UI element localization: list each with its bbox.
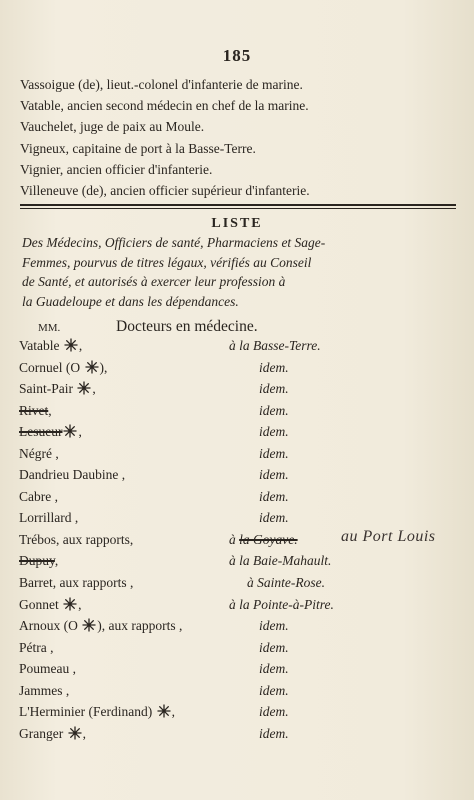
- location-text: idem.: [259, 510, 289, 526]
- doctor-name: [19, 597, 82, 615]
- doctor-name: [19, 381, 96, 399]
- doctor-name-text: Granger: [19, 725, 67, 741]
- doctor-name-text: Arnoux (O: [19, 618, 82, 634]
- doctor-name-text: Poumeau ,: [19, 661, 76, 677]
- location-text: idem.: [259, 661, 289, 677]
- doctor-name-text: Vatable: [19, 338, 63, 353]
- doctor-row: [19, 638, 459, 660]
- entry-line: Vigneux, capitaine de port à la Basse-Terre.: [20, 140, 256, 156]
- doctor-name-text: Cornuel (O: [19, 359, 84, 375]
- location-text: idem.: [259, 424, 289, 440]
- legion-honneur-star-icon: [85, 360, 99, 378]
- doctor-name-text: Cabre ,: [19, 488, 58, 504]
- mm-label: MM.: [38, 322, 61, 334]
- doctor-name: [19, 403, 52, 419]
- legion-honneur-star-icon: [157, 704, 171, 722]
- doctor-name-suffix: ,: [171, 704, 176, 720]
- doctor-list: [19, 336, 459, 745]
- doctor-location: [259, 661, 289, 677]
- doctor-location: [229, 338, 321, 354]
- doctor-location: [259, 704, 289, 720]
- doctor-row: [19, 487, 459, 509]
- doctor-name-suffix: ,: [48, 402, 52, 418]
- doctor-location: [229, 553, 331, 569]
- section-divider-thick: [20, 204, 456, 206]
- doctor-name-text: Saint-Pair: [19, 381, 77, 397]
- doctor-row: [19, 465, 459, 487]
- doctor-row: [19, 444, 459, 466]
- doctor-location: [259, 510, 289, 526]
- doctor-name-suffix: ,: [78, 338, 83, 353]
- doctor-name-text: Dupuy: [19, 553, 55, 569]
- doctor-row: [19, 508, 459, 530]
- location-struck-text: la Goyave.: [239, 531, 298, 547]
- legion-honneur-star-icon: [68, 726, 82, 744]
- legion-honneur-star-icon: [82, 618, 96, 636]
- intro-line: de Santé, et autorisés à exercer leur profession à: [22, 274, 286, 289]
- doctor-name: [19, 446, 59, 462]
- location-text: à Sainte-Rose.: [247, 575, 325, 591]
- doctor-location: [259, 360, 289, 376]
- doctor-name-suffix: ),: [99, 359, 108, 375]
- entry-line: Vatable, ancien second médecin en chef de la marine.: [20, 98, 309, 114]
- doctor-location: [259, 489, 289, 505]
- member-entries: [20, 74, 460, 201]
- entry-line: Villeneuve (de), ancien officier supérieur d'infanterie.: [20, 183, 310, 199]
- doctor-location: [259, 683, 289, 699]
- doctor-row: [19, 358, 459, 380]
- location-text: idem.: [259, 402, 289, 418]
- location-text: idem.: [259, 467, 289, 483]
- doctor-name: [19, 532, 133, 548]
- entry-line: Vassoigue (de), lieut.-colonel d'infanterie de marine.: [20, 77, 303, 92]
- doctor-name: [19, 489, 58, 505]
- location-text: idem.: [259, 725, 289, 741]
- location-text: à: [229, 531, 240, 547]
- doctor-name-text: Dandrieu Daubine ,: [19, 467, 126, 483]
- doctor-name: [19, 575, 133, 591]
- doctor-row: [19, 702, 459, 724]
- doctor-name-text: L'Herminier (Ferdinand): [19, 704, 156, 720]
- doctor-row: [19, 681, 459, 703]
- doctor-name: [19, 661, 76, 677]
- doctor-row: [19, 595, 459, 617]
- entry-line: Vignier, ancien officier d'infanterie.: [20, 161, 213, 177]
- doctor-name-text: Gonnet: [19, 596, 63, 612]
- location-text: idem.: [259, 445, 289, 461]
- doctor-name: [19, 683, 69, 699]
- doctor-name-text: Lorrillard ,: [19, 510, 79, 526]
- doctor-name-suffix: ), aux rapports ,: [97, 618, 183, 634]
- doctor-name-suffix: ,: [78, 596, 82, 612]
- location-text: idem.: [259, 682, 289, 698]
- doctor-name: [19, 360, 107, 378]
- location-text: idem.: [259, 381, 289, 397]
- doctor-name: [19, 510, 78, 526]
- legion-honneur-star-icon: [63, 424, 77, 442]
- doctor-name-text: Rivet: [19, 402, 49, 418]
- doctor-row: [19, 659, 459, 681]
- page-number: 185: [222, 46, 252, 65]
- doctor-row: [19, 616, 459, 638]
- doctor-name-suffix: ,: [92, 381, 96, 397]
- doctor-name: [19, 704, 175, 722]
- doctor-location: [229, 597, 334, 613]
- location-text: idem.: [259, 618, 289, 634]
- doctor-row: [19, 527, 459, 552]
- doctor-row: [19, 724, 459, 746]
- doctor-name-suffix: ,: [54, 553, 59, 569]
- doctor-location: [259, 403, 289, 419]
- doctor-name-text: Lesueur: [19, 424, 63, 440]
- doctor-location: [247, 575, 325, 591]
- doctor-name-text: Négré ,: [19, 445, 59, 461]
- doctor-name: [19, 726, 86, 744]
- doctor-name-text: Barret, aux rapports ,: [19, 575, 134, 591]
- location-text: à la Basse-Terre.: [229, 338, 321, 353]
- location-text: à la Baie-Mahault.: [229, 553, 332, 569]
- doctor-name-suffix: ,: [82, 725, 86, 741]
- doctor-location: [259, 618, 289, 634]
- doctor-location: [229, 532, 298, 548]
- doctor-row: [19, 573, 459, 595]
- legion-honneur-star-icon: [63, 597, 77, 615]
- doctor-name-text: Trébos, aux rapports,: [19, 531, 134, 547]
- doctor-name: [19, 467, 125, 483]
- intro-line: Femmes, pourvus de titres légaux, vérifiés au Conseil: [22, 254, 312, 270]
- legion-honneur-star-icon: [64, 338, 78, 356]
- doctor-name-suffix: ,: [78, 424, 82, 440]
- doctor-row: [19, 401, 459, 423]
- intro-line: Des Médecins, Officiers de santé, Pharmaciens et Sage-: [22, 235, 326, 250]
- handwritten-annotation: au Port Louis: [341, 527, 436, 545]
- doctor-row: [19, 422, 459, 444]
- section-title: Docteurs en médecine.: [116, 318, 258, 335]
- doctor-name-text: Pétra ,: [19, 639, 54, 655]
- doctor-location: [259, 726, 289, 742]
- list-heading: LISTE: [211, 216, 263, 231]
- doctor-location: [259, 381, 289, 397]
- doctor-name: [19, 338, 82, 356]
- list-intro: [22, 233, 460, 311]
- location-text: idem.: [259, 359, 289, 375]
- location-text: à la Pointe-à-Pitre.: [229, 596, 334, 612]
- location-text: idem.: [259, 639, 289, 655]
- doctor-name: [19, 553, 58, 569]
- location-text: idem.: [259, 488, 289, 504]
- doctor-location: [259, 446, 289, 462]
- location-text: idem.: [259, 704, 289, 720]
- doctor-name: [19, 424, 82, 442]
- entry-line: Vauchelet, juge de paix au Moule.: [20, 119, 205, 135]
- doctor-location: [259, 424, 289, 440]
- doctor-location: [259, 467, 289, 483]
- intro-line: la Guadeloupe et dans les dépendances.: [22, 293, 239, 309]
- legion-honneur-star-icon: [77, 381, 91, 399]
- section-divider-thin: [20, 208, 456, 209]
- doctor-row: [19, 379, 459, 401]
- doctor-location: [259, 640, 289, 656]
- doctor-row: [19, 336, 459, 358]
- doctor-name: [19, 640, 54, 656]
- doctor-name-text: Jammes ,: [19, 682, 70, 698]
- doctor-name: [19, 618, 182, 636]
- doctor-row: [19, 551, 459, 573]
